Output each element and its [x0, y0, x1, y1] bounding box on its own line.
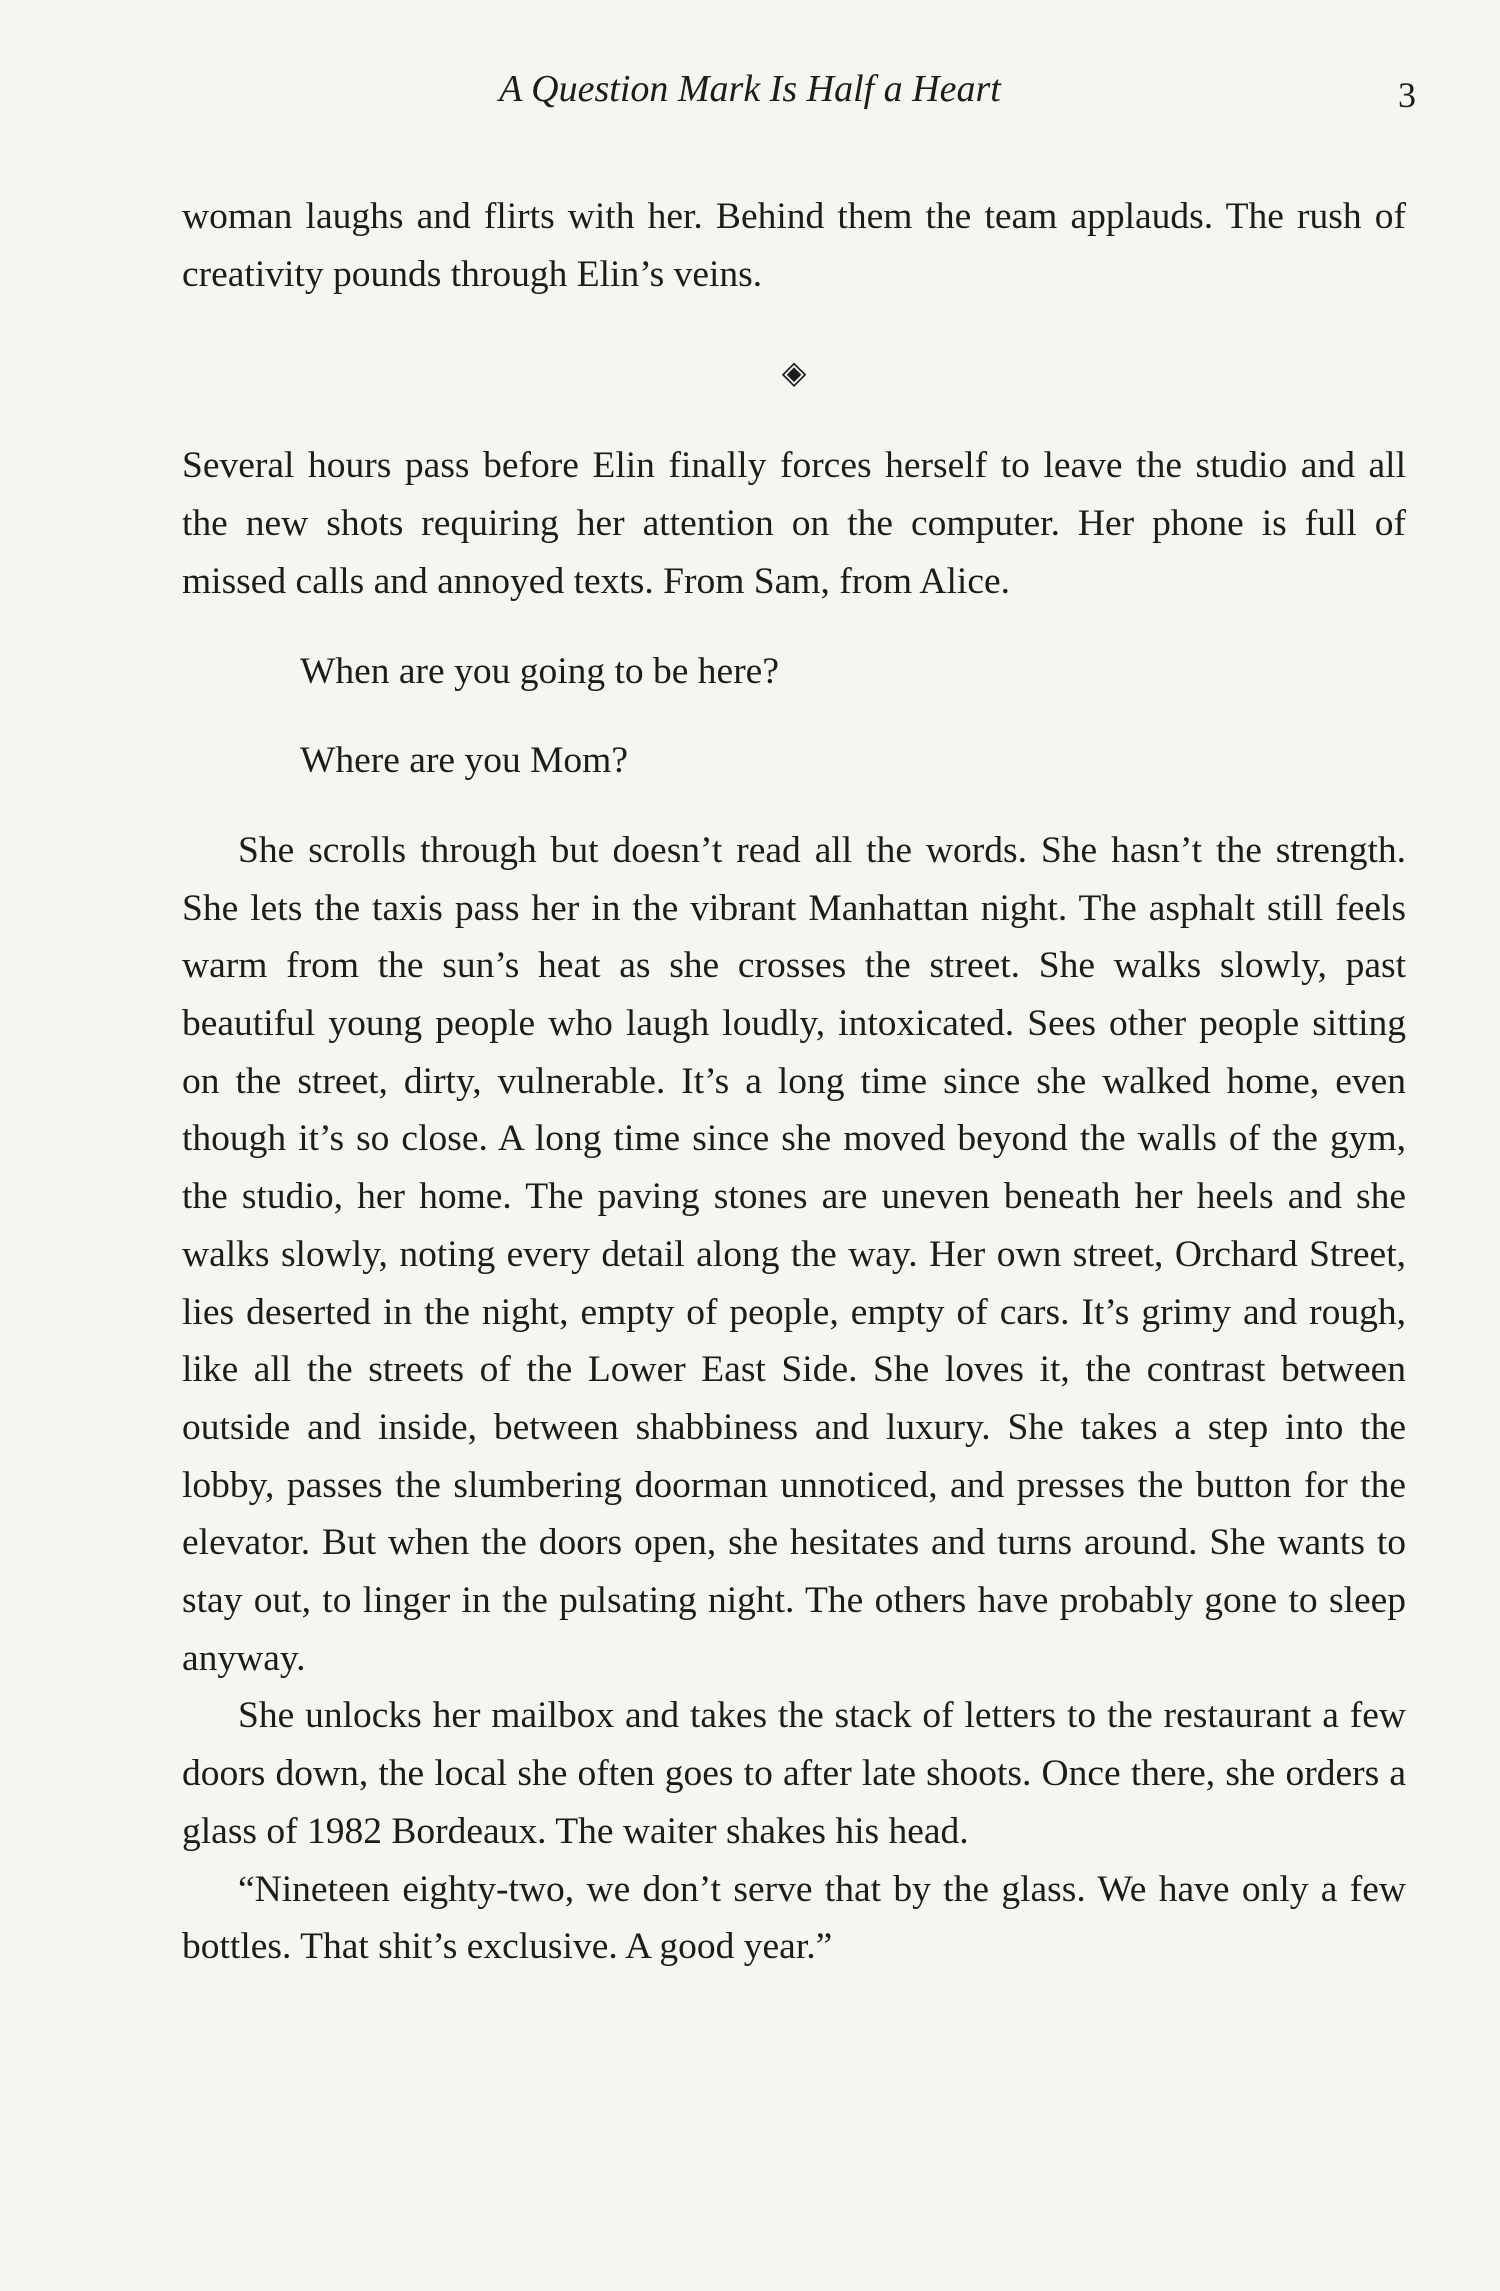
paragraph-dialogue: “Nineteen eighty-two, we don’t serve that by the glass. We have only a few bottles. That shit’s exclusive. A good year.”	[182, 1868, 1406, 1968]
paragraph: She unlocks her mailbox and takes the stack of letters to the restaurant a few doors down, the local she often goes to after late shoots. Once there, she orders a glass of 1982 Bordeaux. The waiter shakes his head.	[182, 1695, 1406, 1852]
text-messages	[300, 643, 1406, 790]
text-message: Where are you Mom?	[300, 740, 628, 782]
running-title: A Question Mark Is Half a Heart	[499, 68, 1001, 110]
body-text	[182, 188, 1406, 1976]
paragraph-continuation: woman laughs and flirts with her. Behind them the team applauds. The rush of creativity pounds through Elin’s veins.	[182, 196, 1406, 295]
section-break-ornament-icon: ◈	[781, 353, 807, 392]
text-message: When are you going to be here?	[300, 650, 779, 692]
page-number: 3	[1398, 75, 1416, 115]
paragraph-section-start: Several hours pass before Elin finally forces herself to leave the studio and all the new shots requiring her attention on the computer. Her phone is full of missed calls and annoyed texts. From Sam, from Alice.	[182, 445, 1406, 602]
paragraph: She scrolls through but doesn’t read all the words. She hasn’t the strength. She lets the taxis pass her in the vibrant Manhattan night. The asphalt still feels warm from the sun’s heat as she crosses the street. She walks slowly, past beautiful young people who laugh loudly, intoxicated. Sees other people sitting on the street, dirty, vulnerable. It’s a long time since she walked home, even though it’s so close. A long time since she moved beyond the walls of the gym, the studio, her home. The paving stones are uneven beneath her heels and she walks slowly, noting every detail along the way. Her own street, Orchard Street, lies deserted in the night, empty of people, empty of cars. It’s grimy and rough, like all the streets of the Lower East Side. She loves it, the contrast between outside and inside, between shabbiness and luxury. She takes a step into the lobby, passes the slumbering doorman unnoticed, and presses the button for the elevator. But when the doors open, she hesitates and turns around. She wants to stay out, to linger in the pulsating night. The others have probably gone to sleep anyway.	[182, 829, 1406, 1679]
